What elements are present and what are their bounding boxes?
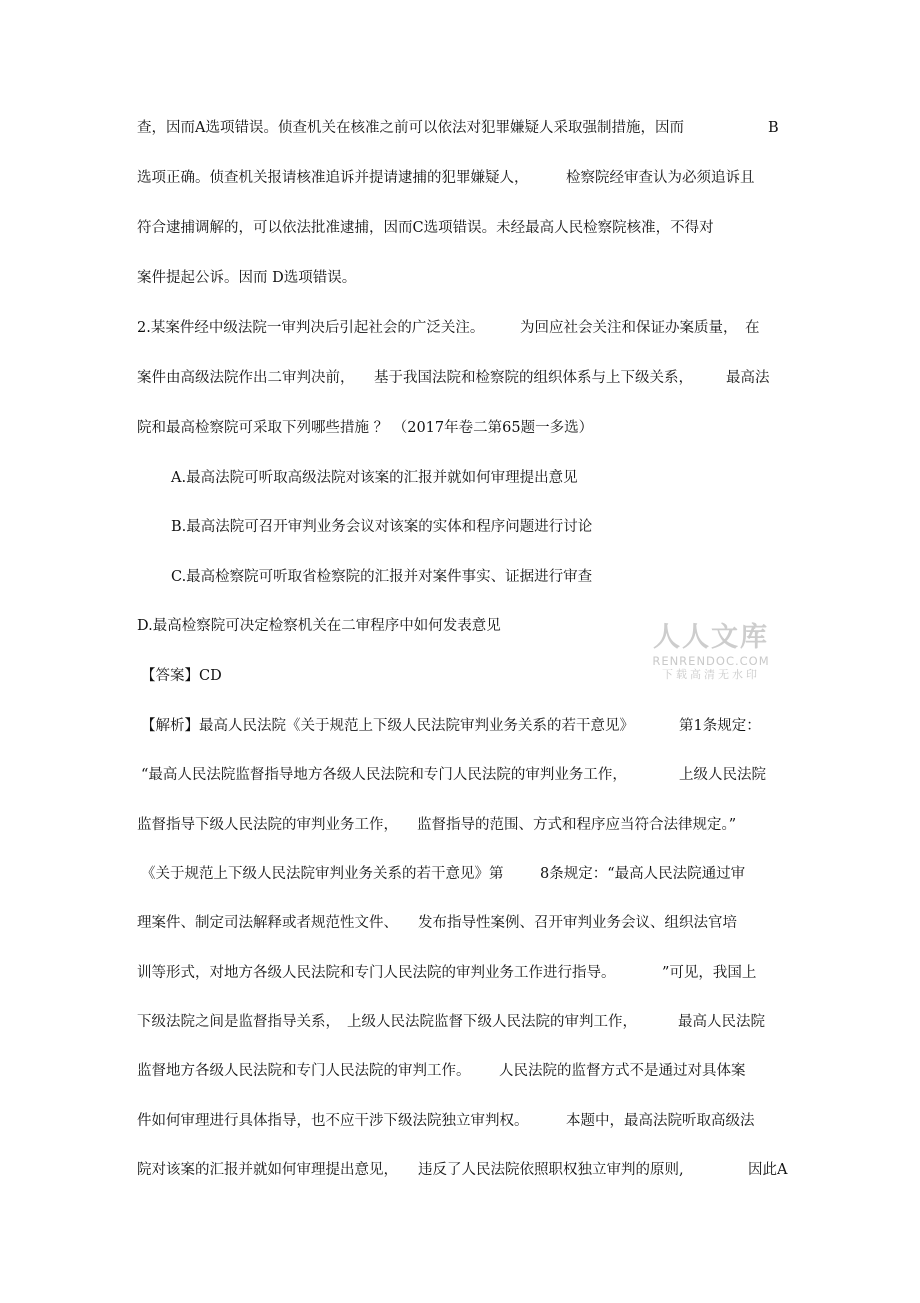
watermark-url: RENRENDOC.COM — [652, 654, 770, 668]
text-line: 训等形式，对地方各级人民法院和专门人民法院的审判业务工作进行指导。 — [137, 965, 616, 981]
text-line: 件如何审理进行具体指导，也不应干涉下级法院独立审判权。 — [137, 1113, 529, 1129]
text-line: 监督指导下级人民法院的审判业务工作， — [137, 817, 398, 833]
text-line: 案件提起公诉。因而 D选项错误。 — [137, 270, 357, 286]
text-line: 《关于规范上下级人民法院审判业务关系的若干意见》第 — [141, 866, 504, 882]
text-line: 符合逮捕调解的，可以依法批准逮捕，因而C选项错误。未经最高人民检察院核准，不得对 — [137, 220, 714, 236]
text-line: 选项正确。侦查机关报请核准追诉并提请逮捕的犯罪嫌疑人， — [137, 170, 529, 186]
text-line: 上级人民法院 — [679, 767, 766, 783]
watermark-logo — [646, 622, 776, 682]
text-line: B — [768, 120, 779, 136]
text-line: 院对该案的汇报并就如何审理提出意见， — [137, 1162, 398, 1178]
option-c: C.最高检察院可听取省检察院的汇报并对案件事实、证据进行审查 — [171, 569, 593, 585]
text-line: 下级法院之间是监督指导关系， — [137, 1014, 340, 1030]
text-line: 案件由高级法院作出二审判决前， — [137, 370, 355, 386]
text-line: 院和最高检察院可采取下列哪些措施 ？ （2017年卷二第65题一多选） — [137, 420, 594, 436]
text-line: ”可见，我国上 — [662, 965, 757, 981]
text-line: 最高法 — [726, 370, 770, 386]
text-line: 为回应社会关注和保证办案质量， — [520, 320, 738, 336]
text-line: 基于我国法院和检察院的组织体系与上下级关系， — [374, 370, 693, 386]
text-line: 8条规定：“最高人民法院通过审 — [540, 866, 746, 882]
text-line: 在 — [745, 320, 760, 336]
text-line: 查，因而A选项错误。侦查机关在核准之前可以依法对犯罪嫌疑人采取强制措施，因而 — [137, 120, 684, 136]
text-line: 本题中，最高法院听取高级法 — [566, 1113, 755, 1129]
analysis-heading: 【解析】最高人民法院《关于规范上下级人民法院审判业务关系的若干意见》 — [141, 718, 634, 734]
text-line: “最高人民法院监督指导地方各级人民法院和专门人民法院的审判业务工作， — [141, 767, 627, 783]
answer: 【答案】CD — [141, 668, 222, 684]
option-b: B.最高法院可召开审判业务会议对该案的实体和程序问题进行讨论 — [171, 519, 593, 535]
text-line: 理案件、制定司法解释或者规范性文件、 — [137, 915, 398, 931]
text-line: 监督地方各级人民法院和专门人民法院的审判工作。 — [137, 1063, 471, 1079]
watermark-subtitle: 下载高清无水印 — [662, 668, 760, 681]
text-line: 因此A — [748, 1162, 788, 1178]
text-line: 监督指导的范围、方式和程序应当符合法律规定。” — [417, 817, 737, 833]
text-line: 发布指导性案例、召开审判业务会议、组织法官培 — [418, 915, 737, 931]
watermark-title: 人人文库 — [653, 622, 769, 653]
option-a: A.最高法院可听取高级法院对该案的汇报并就如何审理提出意见 — [171, 470, 578, 486]
text-line: 人民法院的监督方式不是通过对具体案 — [499, 1063, 746, 1079]
option-d: D.最高检察院可决定检察机关在二审程序中如何发表意见 — [137, 618, 501, 634]
text-line: 第1条规定： — [679, 718, 761, 734]
question-title: 2.某案件经中级法院一审判决后引起社会的广泛关注。 — [137, 320, 485, 336]
text-line: 违反了人民法院依照职权独立审判的原则, — [418, 1162, 684, 1178]
text-line: 上级人民法院监督下级人民法院的审判工作， — [347, 1014, 637, 1030]
text-line: 最高人民法院 — [678, 1014, 765, 1030]
text-line: 检察院经审查认为必须追诉且 — [566, 170, 755, 186]
